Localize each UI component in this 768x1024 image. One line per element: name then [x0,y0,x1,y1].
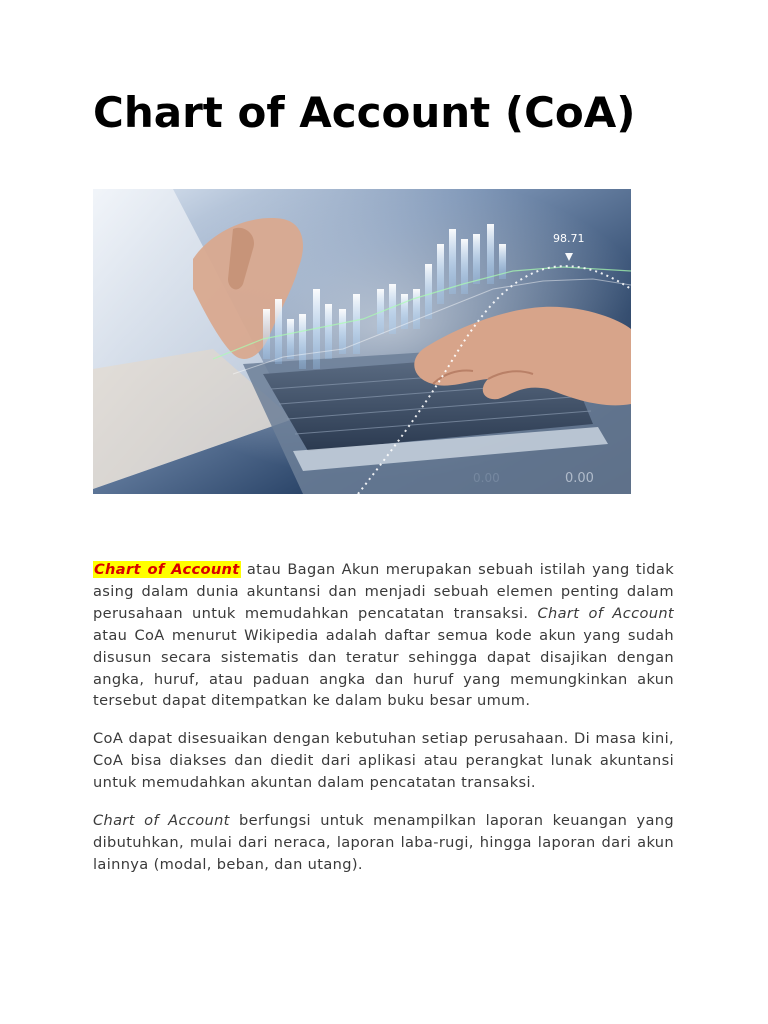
overlay-value-label: 98.71 [553,232,585,245]
hero-image [93,189,631,494]
paragraph-3-text: berfungsi untuk menampilkan laporan keuangan yang dibutuhkan, mulai dari neraca, laporan laba-rugi, hingga laporan dari akun lainnya (modal, beban, dan utang). [93,812,674,873]
italic-term: Chart of Account [537,604,674,622]
article-body [93,559,674,892]
paragraph-1 [93,559,674,712]
paragraph-1-text-b: atau CoA menurut Wikipedia adalah daftar semua kode akun yang sudah disusun secara sistematis dan teratur sehingga dapat disajikan dengan angka, huruf, atau paduan angka dan huruf yang memungkinkan akun tersebut dapat ditempatkan ke dalam buku besar umum. [93,626,674,710]
paragraph-2: CoA dapat disesuaikan dengan kebutuhan setiap perusahaan. Di masa kini, CoA bisa diakses dan diedit dari aplikasi atau perangkat lunak akuntansi untuk memudahkan akuntan dalam pencatatan transaksi. [93,730,674,792]
italic-term: Chart of Account [93,812,230,830]
page-title: Chart of Account (CoA) [93,88,636,137]
paragraph-1-text-a: atau Bagan Akun merupakan sebuah istilah yang tidak asing dalam dunia akuntansi dan menjadi sebuah elemen penting dalam perusahaan untuk memudahkan pencatatan transaksi. [93,561,674,622]
paragraph-3 [93,810,674,876]
overlay-faint-label: 0.00 [473,471,500,485]
laptop-finance-illustration [93,189,631,494]
overlay-zero-label: 0.00 [565,471,594,486]
highlighted-term: Chart of Account [94,561,240,578]
